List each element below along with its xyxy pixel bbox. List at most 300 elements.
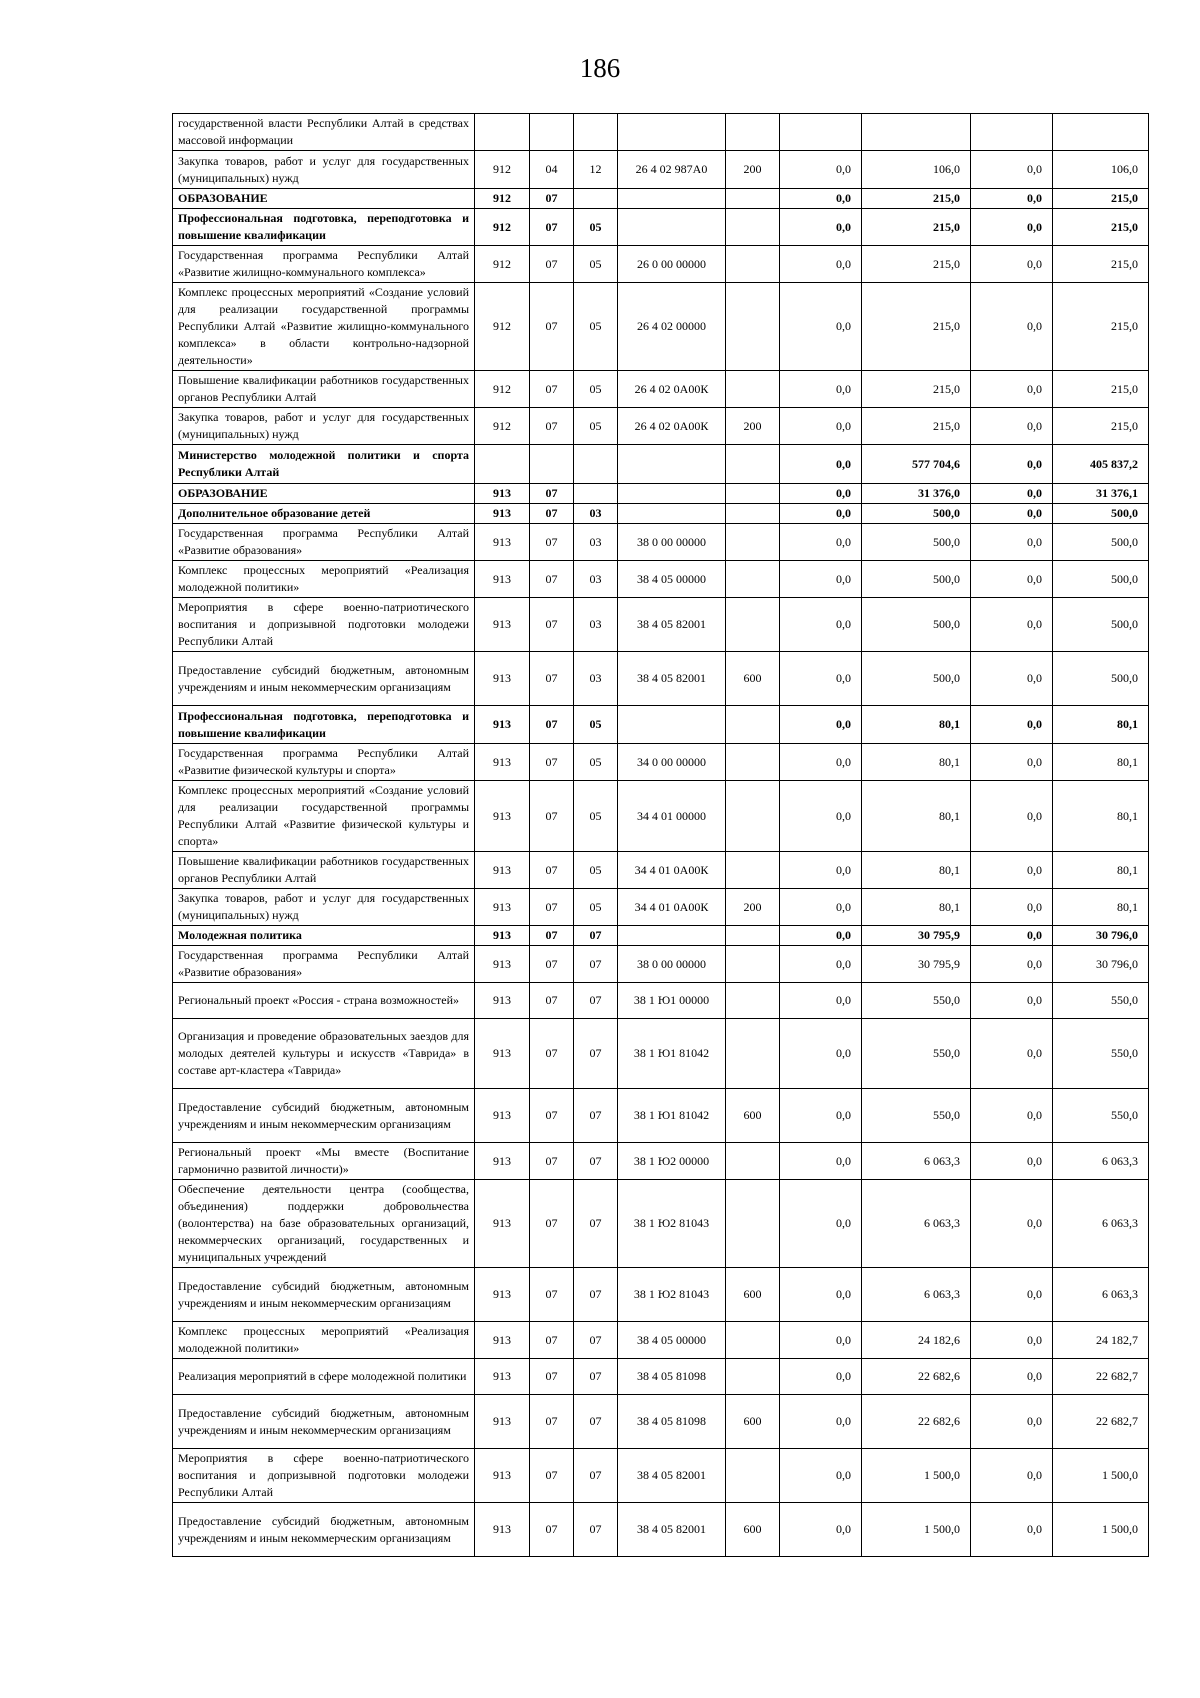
table-row [173,504,1149,524]
value-cell-2: 550,0 [862,1089,971,1143]
row-name-cell: ОБРАЗОВАНИЕ [173,189,475,209]
table-row [173,706,1149,744]
value-cell-4: 6 063,3 [1053,1180,1149,1268]
target-article-cell: 38 4 05 82001 [618,1503,726,1557]
ved-cell: 913 [475,781,530,852]
value-cell-1: 0,0 [780,1395,862,1449]
table-row [173,114,1149,151]
expense-type-cell [726,744,780,781]
section-cell: 07 [530,1143,574,1180]
expense-type-cell [726,246,780,283]
value-cell-4: 80,1 [1053,889,1149,926]
value-cell-3: 0,0 [971,1359,1053,1395]
expense-type-cell [726,1359,780,1395]
ved-cell: 913 [475,852,530,889]
value-cell-3: 0,0 [971,524,1053,561]
value-cell-1: 0,0 [780,484,862,504]
section-cell: 07 [530,504,574,524]
value-cell-1: 0,0 [780,946,862,983]
value-cell-1: 0,0 [780,1503,862,1557]
value-cell-3: 0,0 [971,209,1053,246]
subsection-cell: 03 [574,561,618,598]
value-cell-4 [1053,114,1149,151]
value-cell-4: 500,0 [1053,652,1149,706]
table-body [173,114,1149,1557]
row-name-cell: Комплекс процессных мероприятий «Реализация молодежной политики» [173,1322,475,1359]
value-cell-4: 106,0 [1053,151,1149,189]
target-article-cell: 38 4 05 82001 [618,1449,726,1503]
value-cell-1: 0,0 [780,1449,862,1503]
target-article-cell: 38 1 Ю2 81043 [618,1268,726,1322]
ved-cell: 913 [475,889,530,926]
value-cell-3: 0,0 [971,598,1053,652]
value-cell-1: 0,0 [780,983,862,1019]
section-cell: 07 [530,983,574,1019]
value-cell-3: 0,0 [971,946,1053,983]
table-row [173,652,1149,706]
value-cell-3: 0,0 [971,504,1053,524]
table-row [173,983,1149,1019]
subsection-cell: 07 [574,1322,618,1359]
value-cell-1: 0,0 [780,561,862,598]
section-cell: 07 [530,852,574,889]
value-cell-3: 0,0 [971,781,1053,852]
value-cell-4: 31 376,1 [1053,484,1149,504]
ved-cell: 913 [475,946,530,983]
subsection-cell: 07 [574,1503,618,1557]
row-name-cell: Комплекс процессных мероприятий «Создание условий для реализации государственной программы Республики Алтай «Развитие жилищно-коммунального комплекса» в области контрольно-надзорной деятельности» [173,283,475,371]
table-row [173,1503,1149,1557]
section-cell: 07 [530,1268,574,1322]
value-cell-1: 0,0 [780,189,862,209]
table-row [173,524,1149,561]
value-cell-3: 0,0 [971,983,1053,1019]
value-cell-4: 80,1 [1053,706,1149,744]
value-cell-2: 1 500,0 [862,1503,971,1557]
value-cell-4: 215,0 [1053,209,1149,246]
value-cell-3: 0,0 [971,1395,1053,1449]
ved-cell: 913 [475,1180,530,1268]
section-cell: 07 [530,1180,574,1268]
expense-type-cell: 600 [726,1503,780,1557]
expense-type-cell [726,371,780,408]
subsection-cell: 03 [574,652,618,706]
value-cell-2: 500,0 [862,598,971,652]
target-article-cell: 38 4 05 82001 [618,652,726,706]
value-cell-1: 0,0 [780,1019,862,1089]
target-article-cell: 26 4 02 00000 [618,283,726,371]
value-cell-4: 30 796,0 [1053,946,1149,983]
value-cell-2: 215,0 [862,189,971,209]
value-cell-2: 215,0 [862,209,971,246]
value-cell-3: 0,0 [971,1268,1053,1322]
target-article-cell: 38 4 05 82001 [618,598,726,652]
target-article-cell: 38 1 Ю1 81042 [618,1089,726,1143]
value-cell-4: 30 796,0 [1053,926,1149,946]
value-cell-4: 550,0 [1053,983,1149,1019]
section-cell: 07 [530,246,574,283]
value-cell-3: 0,0 [971,151,1053,189]
target-article-cell: 38 0 00 00000 [618,946,726,983]
ved-cell: 913 [475,1143,530,1180]
subsection-cell: 03 [574,598,618,652]
ved-cell: 913 [475,1089,530,1143]
table-row [173,1089,1149,1143]
value-cell-3: 0,0 [971,652,1053,706]
target-article-cell [618,189,726,209]
value-cell-4: 22 682,7 [1053,1395,1149,1449]
expense-type-cell [726,1322,780,1359]
subsection-cell: 05 [574,246,618,283]
expense-type-cell: 600 [726,1089,780,1143]
value-cell-2: 6 063,3 [862,1143,971,1180]
subsection-cell: 12 [574,151,618,189]
value-cell-3: 0,0 [971,1503,1053,1557]
value-cell-3: 0,0 [971,889,1053,926]
subsection-cell: 07 [574,1359,618,1395]
target-article-cell: 34 4 01 0А00К [618,852,726,889]
value-cell-2: 6 063,3 [862,1268,971,1322]
value-cell-4: 1 500,0 [1053,1503,1149,1557]
section-cell: 07 [530,1449,574,1503]
subsection-cell: 05 [574,744,618,781]
row-name-cell: Закупка товаров, работ и услуг для государственных (муниципальных) нужд [173,408,475,445]
subsection-cell: 07 [574,983,618,1019]
target-article-cell [618,445,726,484]
value-cell-4: 80,1 [1053,781,1149,852]
value-cell-4: 215,0 [1053,246,1149,283]
target-article-cell [618,706,726,744]
table-row [173,926,1149,946]
value-cell-1: 0,0 [780,1322,862,1359]
expense-type-cell: 200 [726,408,780,445]
section-cell: 07 [530,1322,574,1359]
ved-cell: 913 [475,504,530,524]
value-cell-1: 0,0 [780,652,862,706]
value-cell-2: 215,0 [862,371,971,408]
table-row [173,561,1149,598]
value-cell-4: 6 063,3 [1053,1268,1149,1322]
target-article-cell: 26 4 02 987А0 [618,151,726,189]
section-cell: 07 [530,408,574,445]
ved-cell: 913 [475,926,530,946]
section-cell: 07 [530,1089,574,1143]
subsection-cell: 05 [574,852,618,889]
value-cell-3: 0,0 [971,408,1053,445]
value-cell-1: 0,0 [780,504,862,524]
ved-cell: 913 [475,561,530,598]
ved-cell: 913 [475,1359,530,1395]
row-name-cell: Предоставление субсидий бюджетным, автономным учреждениям и иным некоммерческим организациям [173,1395,475,1449]
value-cell-2: 500,0 [862,524,971,561]
value-cell-2: 500,0 [862,504,971,524]
value-cell-2: 80,1 [862,744,971,781]
value-cell-1: 0,0 [780,371,862,408]
value-cell-3: 0,0 [971,371,1053,408]
value-cell-4: 500,0 [1053,524,1149,561]
row-name-cell: Предоставление субсидий бюджетным, автономным учреждениям и иным некоммерческим организациям [173,1503,475,1557]
expense-type-cell [726,445,780,484]
ved-cell: 913 [475,524,530,561]
expense-type-cell [726,1449,780,1503]
table-row [173,781,1149,852]
ved-cell: 913 [475,1395,530,1449]
ved-cell: 912 [475,371,530,408]
expense-type-cell [726,524,780,561]
value-cell-4: 500,0 [1053,504,1149,524]
expense-type-cell [726,706,780,744]
value-cell-2: 500,0 [862,652,971,706]
target-article-cell: 38 1 Ю1 00000 [618,983,726,1019]
target-article-cell: 38 1 Ю1 81042 [618,1019,726,1089]
row-name-cell: Организация и проведение образовательных заездов для молодых деятелей культуры и искусств «Таврида» в составе арт-кластера «Таврида» [173,1019,475,1089]
expense-type-cell: 600 [726,652,780,706]
row-name-cell: Государственная программа Республики Алтай «Развитие образования» [173,524,475,561]
table-row [173,1395,1149,1449]
ved-cell: 913 [475,983,530,1019]
subsection-cell [574,114,618,151]
ved-cell: 913 [475,598,530,652]
expense-type-cell [726,209,780,246]
section-cell: 07 [530,561,574,598]
row-name-cell: Государственная программа Республики Алтай «Развитие образования» [173,946,475,983]
value-cell-1: 0,0 [780,926,862,946]
target-article-cell: 38 4 05 81098 [618,1359,726,1395]
ved-cell: 912 [475,151,530,189]
subsection-cell: 05 [574,706,618,744]
ved-cell: 912 [475,209,530,246]
value-cell-1: 0,0 [780,1359,862,1395]
expense-type-cell [726,598,780,652]
target-article-cell: 38 1 Ю2 81043 [618,1180,726,1268]
value-cell-2: 577 704,6 [862,445,971,484]
subsection-cell: 05 [574,889,618,926]
value-cell-2: 6 063,3 [862,1180,971,1268]
value-cell-4: 405 837,2 [1053,445,1149,484]
section-cell: 04 [530,151,574,189]
section-cell [530,445,574,484]
target-article-cell: 38 0 00 00000 [618,524,726,561]
section-cell: 07 [530,209,574,246]
value-cell-1: 0,0 [780,1180,862,1268]
row-name-cell: Комплекс процессных мероприятий «Реализация молодежной политики» [173,561,475,598]
expense-type-cell: 600 [726,1268,780,1322]
value-cell-3: 0,0 [971,1322,1053,1359]
value-cell-1: 0,0 [780,408,862,445]
table-row [173,1143,1149,1180]
value-cell-3: 0,0 [971,484,1053,504]
table-row [173,445,1149,484]
target-article-cell [618,926,726,946]
value-cell-3: 0,0 [971,283,1053,371]
value-cell-1 [780,114,862,151]
row-name-cell: Министерство молодежной политики и спорта Республики Алтай [173,445,475,484]
value-cell-3: 0,0 [971,246,1053,283]
row-name-cell: Мероприятия в сфере военно-патриотического воспитания и допризывной подготовки молодежи Республики Алтай [173,1449,475,1503]
row-name-cell: Повышение квалификации работников государственных органов Республики Алтай [173,371,475,408]
value-cell-4: 22 682,7 [1053,1359,1149,1395]
value-cell-1: 0,0 [780,524,862,561]
table-row [173,246,1149,283]
value-cell-3: 0,0 [971,1180,1053,1268]
section-cell: 07 [530,781,574,852]
subsection-cell: 07 [574,1449,618,1503]
row-name-cell: Государственная программа Республики Алтай «Развитие жилищно-коммунального комплекса» [173,246,475,283]
expense-type-cell [726,781,780,852]
row-name-cell: Предоставление субсидий бюджетным, автономным учреждениям и иным некоммерческим организациям [173,652,475,706]
value-cell-4: 500,0 [1053,598,1149,652]
expense-type-cell [726,983,780,1019]
expense-type-cell [726,1019,780,1089]
section-cell: 07 [530,1359,574,1395]
expense-type-cell [726,283,780,371]
row-name-cell: Региональный проект «Мы вместе (Воспитание гармонично развитой личности)» [173,1143,475,1180]
expense-type-cell [726,114,780,151]
value-cell-3 [971,114,1053,151]
value-cell-3: 0,0 [971,1019,1053,1089]
value-cell-2: 80,1 [862,706,971,744]
target-article-cell [618,114,726,151]
ved-cell: 913 [475,1322,530,1359]
value-cell-3: 0,0 [971,1449,1053,1503]
row-name-cell: Закупка товаров, работ и услуг для государственных (муниципальных) нужд [173,889,475,926]
subsection-cell: 07 [574,1089,618,1143]
subsection-cell [574,484,618,504]
value-cell-1: 0,0 [780,209,862,246]
table-row [173,889,1149,926]
expense-type-cell [726,484,780,504]
subsection-cell: 05 [574,781,618,852]
value-cell-3: 0,0 [971,189,1053,209]
value-cell-4: 215,0 [1053,283,1149,371]
value-cell-1: 0,0 [780,706,862,744]
value-cell-1: 0,0 [780,1089,862,1143]
target-article-cell: 26 4 02 0А00К [618,408,726,445]
row-name-cell: Дополнительное образование детей [173,504,475,524]
row-name-cell: Предоставление субсидий бюджетным, автономным учреждениям и иным некоммерческим организациям [173,1089,475,1143]
expense-type-cell [726,1143,780,1180]
ved-cell: 912 [475,408,530,445]
expense-type-cell [726,504,780,524]
value-cell-2: 24 182,6 [862,1322,971,1359]
target-article-cell [618,504,726,524]
table-row [173,1449,1149,1503]
value-cell-4: 215,0 [1053,189,1149,209]
table-row [173,209,1149,246]
subsection-cell: 07 [574,1395,618,1449]
value-cell-3: 0,0 [971,1089,1053,1143]
target-article-cell: 26 0 00 00000 [618,246,726,283]
value-cell-4: 215,0 [1053,371,1149,408]
section-cell: 07 [530,189,574,209]
value-cell-1: 0,0 [780,283,862,371]
value-cell-2: 500,0 [862,561,971,598]
value-cell-4: 24 182,7 [1053,1322,1149,1359]
page-number: 186 [579,53,621,83]
row-name-cell: Предоставление субсидий бюджетным, автономным учреждениям и иным некоммерческим организациям [173,1268,475,1322]
value-cell-1: 0,0 [780,1143,862,1180]
target-article-cell [618,209,726,246]
section-cell: 07 [530,283,574,371]
subsection-cell: 05 [574,408,618,445]
table-row [173,946,1149,983]
subsection-cell: 07 [574,926,618,946]
table-row [173,189,1149,209]
table-row [173,744,1149,781]
value-cell-2: 1 500,0 [862,1449,971,1503]
subsection-cell: 05 [574,371,618,408]
row-name-cell: Профессиональная подготовка, переподготовка и повышение квалификации [173,209,475,246]
value-cell-2: 31 376,0 [862,484,971,504]
row-name-cell: Профессиональная подготовка, переподготовка и повышение квалификации [173,706,475,744]
subsection-cell: 07 [574,1180,618,1268]
expense-type-cell [726,1180,780,1268]
target-article-cell: 26 4 02 0А00К [618,371,726,408]
subsection-cell: 07 [574,946,618,983]
expense-type-cell: 200 [726,151,780,189]
expense-type-cell [726,926,780,946]
value-cell-1: 0,0 [780,889,862,926]
value-cell-2: 550,0 [862,1019,971,1089]
value-cell-4: 80,1 [1053,852,1149,889]
value-cell-3: 0,0 [971,852,1053,889]
expense-type-cell [726,189,780,209]
target-article-cell: 34 0 00 00000 [618,744,726,781]
section-cell: 07 [530,371,574,408]
row-name-cell: Закупка товаров, работ и услуг для государственных (муниципальных) нужд [173,151,475,189]
ved-cell: 913 [475,706,530,744]
section-cell: 07 [530,744,574,781]
subsection-cell [574,445,618,484]
row-name-cell: ОБРАЗОВАНИЕ [173,484,475,504]
subsection-cell: 05 [574,283,618,371]
value-cell-2: 215,0 [862,246,971,283]
expense-type-cell [726,561,780,598]
value-cell-2: 80,1 [862,889,971,926]
table-row [173,598,1149,652]
row-name-cell: Комплекс процессных мероприятий «Создание условий для реализации государственной программы Республики Алтай «Развитие физической культуры и спорта» [173,781,475,852]
value-cell-1: 0,0 [780,1268,862,1322]
value-cell-4: 500,0 [1053,561,1149,598]
value-cell-4: 1 500,0 [1053,1449,1149,1503]
value-cell-3: 0,0 [971,744,1053,781]
table-row [173,1322,1149,1359]
subsection-cell: 07 [574,1143,618,1180]
table-row [173,1180,1149,1268]
value-cell-3: 0,0 [971,445,1053,484]
value-cell-4: 550,0 [1053,1089,1149,1143]
section-cell: 07 [530,652,574,706]
value-cell-2: 550,0 [862,983,971,1019]
value-cell-1: 0,0 [780,246,862,283]
value-cell-2: 30 795,9 [862,946,971,983]
value-cell-2: 30 795,9 [862,926,971,946]
target-article-cell: 38 4 05 00000 [618,561,726,598]
expense-type-cell [726,946,780,983]
section-cell: 07 [530,598,574,652]
section-cell: 07 [530,706,574,744]
section-cell: 07 [530,889,574,926]
value-cell-1: 0,0 [780,852,862,889]
budget-table [172,113,1149,1557]
target-article-cell [618,484,726,504]
value-cell-3: 0,0 [971,926,1053,946]
table-row [173,283,1149,371]
ved-cell [475,445,530,484]
value-cell-4: 550,0 [1053,1019,1149,1089]
ved-cell: 912 [475,189,530,209]
ved-cell [475,114,530,151]
